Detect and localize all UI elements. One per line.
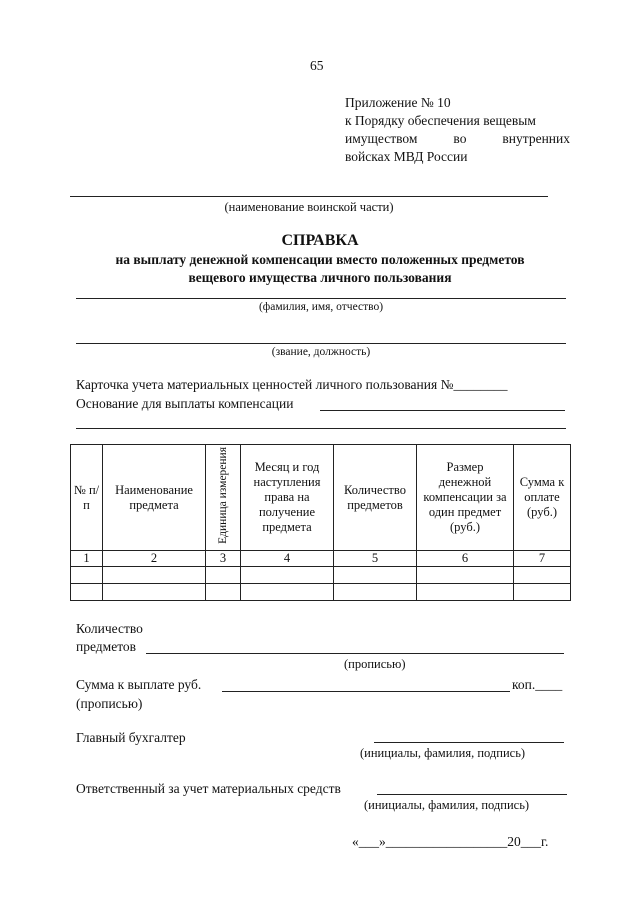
table-cell[interactable] xyxy=(71,567,103,584)
responsible-caption: (инициалы, фамилия, подпись) xyxy=(364,798,530,812)
basis-line-2[interactable] xyxy=(76,428,566,429)
basis-label: Основание для выплаты компенсации xyxy=(76,396,294,411)
appendix-block xyxy=(345,94,570,166)
table-cell[interactable] xyxy=(71,584,103,601)
header-name: Наименование предмета xyxy=(103,445,206,551)
sum-line[interactable] xyxy=(222,691,510,692)
colnum-4: 4 xyxy=(241,551,334,567)
card-label: Карточка учета материальных ценностей личного пользования №________ xyxy=(76,377,508,392)
table-row[interactable] xyxy=(71,584,571,601)
appendix-line-3: имуществом во внутренних xyxy=(345,131,570,146)
table-cell[interactable] xyxy=(514,567,571,584)
subtitle-line-2: вещевого имущества личного пользования xyxy=(188,270,452,285)
chief-caption: (инициалы, фамилия, подпись) xyxy=(360,746,526,760)
subtitle-line-1: на выплату денежной компенсации вместо положенных предметов xyxy=(115,252,525,267)
basis-line[interactable] xyxy=(320,410,565,411)
header-qty: Количество предметов xyxy=(334,445,417,551)
qty-propisyu: (прописью) xyxy=(344,657,406,671)
document-title: СПРАВКА xyxy=(281,232,359,249)
fio-caption: (фамилия, имя, отчество) xyxy=(258,301,384,313)
page-number: 65 xyxy=(310,58,324,73)
table-cell[interactable] xyxy=(241,567,334,584)
qty-label-1: Количество xyxy=(76,621,143,636)
appendix-line-1: Приложение № 10 xyxy=(345,95,451,110)
header-sum: Сумма к оплате (руб.) xyxy=(514,445,571,551)
appendix-line-4: войсках МВД России xyxy=(345,149,468,164)
table-cell[interactable] xyxy=(103,584,206,601)
rank-line[interactable] xyxy=(76,343,566,344)
table-cell[interactable] xyxy=(103,567,206,584)
table-cell[interactable] xyxy=(334,584,417,601)
table-header-row xyxy=(71,445,571,551)
header-unit xyxy=(206,445,241,551)
table-row[interactable] xyxy=(71,567,571,584)
table-colnum-row xyxy=(71,551,571,567)
table-cell[interactable] xyxy=(334,567,417,584)
rank-caption: (звание, должность) xyxy=(271,346,371,358)
unit-caption: (наименование воинской части) xyxy=(224,200,394,214)
colnum-3: 3 xyxy=(206,551,241,567)
colnum-7: 7 xyxy=(514,551,571,567)
colnum-6: 6 xyxy=(417,551,514,567)
table-cell[interactable] xyxy=(206,584,241,601)
chief-sign-line[interactable] xyxy=(374,742,564,743)
compensation-table xyxy=(70,444,571,601)
colnum-5: 5 xyxy=(334,551,417,567)
date-line[interactable]: «___»__________________20___г. xyxy=(352,834,549,849)
table-cell[interactable] xyxy=(417,584,514,601)
qty-line[interactable] xyxy=(146,653,564,654)
sum-propisyu: (прописью) xyxy=(76,696,143,711)
qty-label-2: предметов xyxy=(76,639,137,654)
header-month: Месяц и год наступления права на получение предмета xyxy=(241,445,334,551)
colnum-1: 1 xyxy=(71,551,103,567)
header-comp: Размер денежной компенсации за один предмет (руб.) xyxy=(417,445,514,551)
kop-label: коп.____ xyxy=(512,677,563,692)
unit-name-line[interactable] xyxy=(70,196,548,197)
header-unit-text: Единица измерения xyxy=(217,447,229,544)
header-num: № п/п xyxy=(71,445,103,551)
table-cell[interactable] xyxy=(241,584,334,601)
chief-label: Главный бухгалтер xyxy=(76,730,186,745)
sum-label: Сумма к выплате руб. xyxy=(76,677,202,692)
appendix-line-2: к Порядку обеспечения вещевым xyxy=(345,113,536,128)
colnum-2: 2 xyxy=(103,551,206,567)
responsible-sign-line[interactable] xyxy=(377,794,567,795)
responsible-label: Ответственный за учет материальных средств xyxy=(76,781,341,796)
table-cell[interactable] xyxy=(417,567,514,584)
table-cell[interactable] xyxy=(514,584,571,601)
fio-line[interactable] xyxy=(76,298,566,299)
table-cell[interactable] xyxy=(206,567,241,584)
